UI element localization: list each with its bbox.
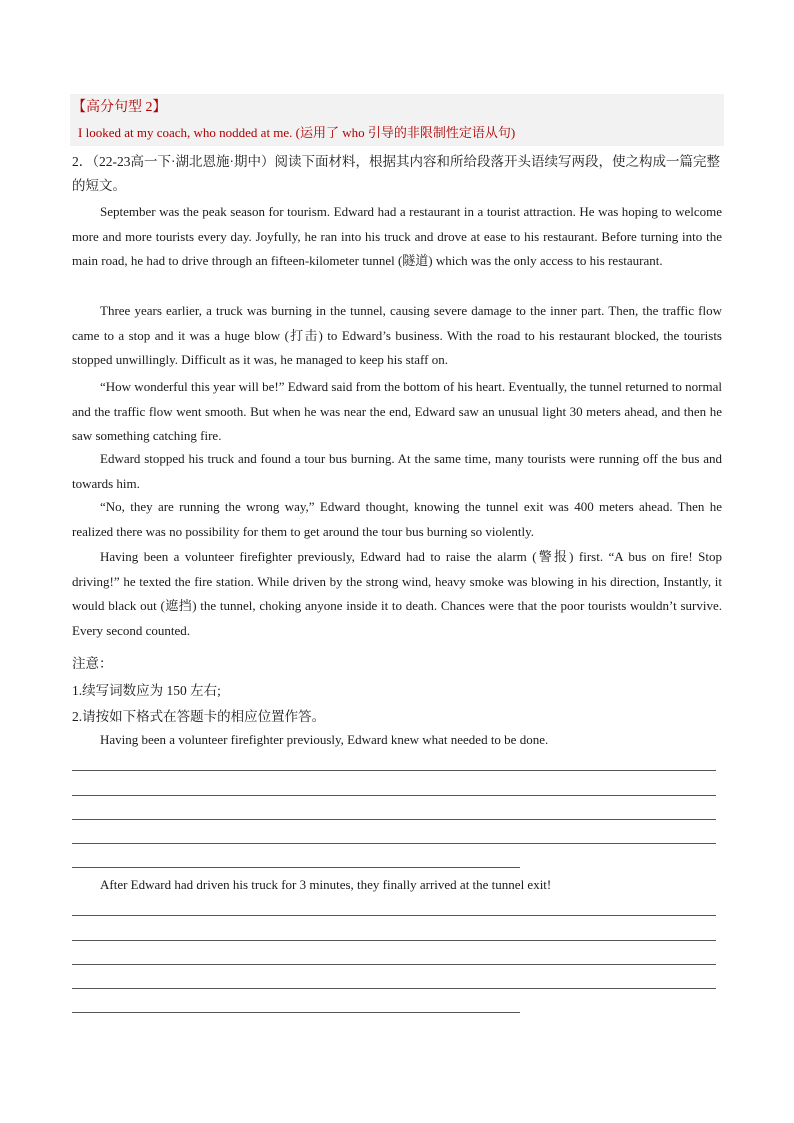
passage-paragraph-1: September was the peak season for tourism. Edward had a restaurant in a tourist attraction. He was hoping to welcome more and more tourists every day. Joyfully, he ran into his truck and drove at ease to his restaurant. Before turning into the main road, he had to drive through an fifteen-kilometer tunnel (隧道) which was the only access to his restaurant. [72,204,722,268]
paragraph-starter-1: Having been a volunteer firefighter previously, Edward knew what needed to be done. [100,732,549,747]
answer-line [72,770,716,771]
answer-line [72,940,716,941]
passage-paragraph-6: Having been a volunteer firefighter previously, Edward had to raise the alarm (警报) first. “A bus on fire! Stop driving!” he texted the fire station. While driven by the strong wind, heavy smoke was blowing in his direction, Instantly, it would black out (遮挡) the tunnel, choking anyone inside it to death. Chances were that the poor tourists wouldn’t survive. Every second counted. [72,549,722,638]
notes-heading: 注意： [72,656,113,671]
answer-line [72,915,716,916]
notes-item-1: 1.续写词数应为 150 左右; [72,683,221,698]
paragraph-starter-2: After Edward had driven his truck for 3 minutes, they finally arrived at the tunnel exit! [100,877,552,892]
box-title: 【高分句型 2】 [72,100,167,115]
passage-paragraph-2: Three years earlier, a truck was burning in the tunnel, causing severe damage to the inner part. Then, the traffic flow came to a stop and it was a huge blow (打击) to Edward’s business. With the road to his restaurant blocked, the tourists stopped unwillingly. Difficult as it was, he managed to keep his staff on. [72,303,722,367]
passage-paragraph-3: “How wonderful this year will be!” Edward said from the bottom of his heart. Eventually, the tunnel returned to normal and the traffic flow went smooth. But when he was near the end, Edward saw an unusual light 30 meters ahead, and then he saw something catching fire. [72,379,722,443]
notes-item-2: 2.请按如下格式在答题卡的相应位置作答。 [72,709,326,724]
high-score-sentence-box [70,94,724,146]
passage-paragraph-4: Edward stopped his truck and found a tour bus burning. At the same time, many tourists were running off the bus and towards him. [72,451,722,491]
answer-line [72,988,716,989]
question-stem: 2．（22-23高一下·湖北恩施·期中）阅读下面材料，根据其内容和所给段落开头语续写两段，使之构成一篇完整的短文。 [72,154,720,193]
answer-line [72,795,716,796]
passage-paragraph-5: “No, they are running the wrong way,” Edward thought, knowing the tunnel exit was 400 meters ahead. Then he realized there was no possibility for them to get around the tour bus burning so violently. [72,499,722,539]
answer-line [72,964,716,965]
answer-line [72,819,716,820]
answer-line [72,1012,520,1013]
answer-line [72,867,520,868]
answer-line [72,843,716,844]
box-sentence: I looked at my coach, who nodded at me. (运用了 who 引导的非限制性定语从句) [78,125,516,140]
